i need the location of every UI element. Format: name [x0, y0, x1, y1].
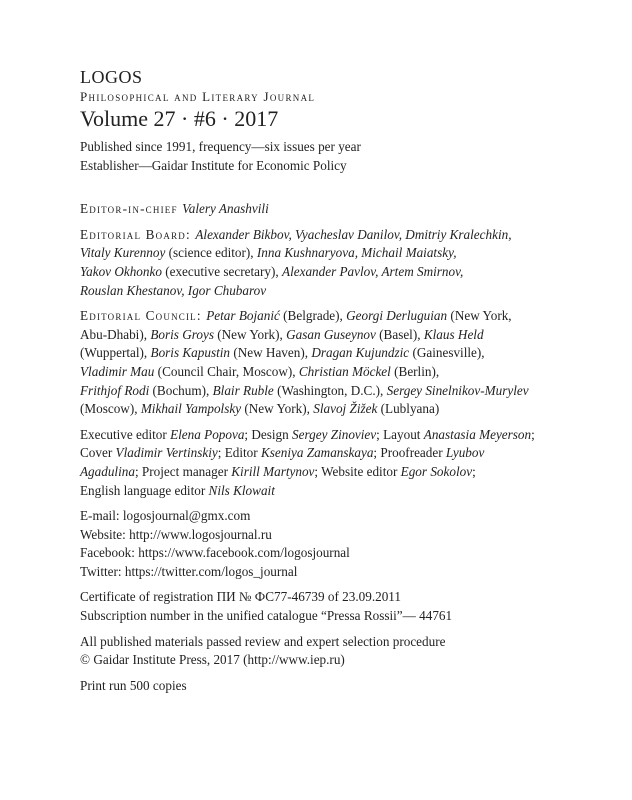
text-segment: ; [472, 463, 476, 479]
contacts [80, 507, 620, 581]
text-line [80, 226, 620, 245]
person-name: Slavoj Žižek [313, 401, 378, 417]
journal-imprint-page [80, 66, 620, 695]
text-segment: Cover [80, 445, 116, 461]
text-segment: (New York), [241, 401, 314, 417]
text-segment: Certificate of registration ПИ № ФС77-46739 of 23.09.2011 [80, 589, 402, 605]
text-line [80, 633, 620, 652]
person-name: Alexander Pavlov, Artem Smirnov, [282, 263, 464, 279]
volume-issue: Volume 27 · #6 · 2017 [80, 106, 279, 131]
text-segment: (New Haven), [230, 345, 312, 361]
person-name: Boris Kapustin [150, 345, 231, 361]
text-line [80, 307, 620, 326]
text-segment: (Washington, D.C.), [273, 382, 387, 398]
person-name: Valery Anashvili [182, 201, 269, 217]
person-name: Vladimir Mau [80, 363, 155, 379]
text-line [80, 400, 620, 419]
editor-in-chief [80, 200, 620, 219]
person-name: Egor Sokolov [400, 463, 473, 479]
text-segment: (Belgrade), [279, 308, 347, 324]
text-segment: English language editor [80, 482, 209, 498]
text-line [80, 482, 620, 501]
publication-info [80, 138, 620, 175]
registration [80, 588, 620, 625]
text-line [80, 677, 620, 696]
person-name: Elena Popova [170, 426, 245, 442]
journal-subtitle: Philosophical and Literary Journal [80, 89, 316, 104]
text-segment: (Moscow), [80, 401, 141, 417]
text-segment: (Berlin), [390, 363, 440, 379]
person-name: Gasan Guseynov [286, 326, 376, 342]
text-segment: (executive secretary), [161, 263, 283, 279]
text-segment: (Lublyana) [377, 401, 440, 417]
editorial-council [80, 307, 620, 419]
person-name: Anastasia Meyerson [423, 426, 532, 442]
text-segment: Twitter: https://twitter.com/logos_journal [80, 563, 298, 579]
person-name: Alexander Bikbov, Vyacheslav Danilov, Dmitriy Kralechkin, [195, 226, 512, 242]
person-name: Nils Klowait [208, 482, 275, 498]
text-segment: Establisher—Gaidar Institute for Economic Policy [80, 157, 347, 173]
journal-title: LOGOS [80, 67, 143, 87]
text-line [80, 200, 620, 219]
person-name: Dragan Kujundzic [311, 345, 410, 361]
person-name: Yakov Okhonko [80, 263, 162, 279]
text-segment: Facebook: https://www.facebook.com/logosjournal [80, 545, 350, 561]
text-line [80, 444, 620, 463]
text-segment: Subscription number in the unified catalogue “Pressa Rossii”— 44761 [80, 608, 453, 624]
text-segment: Published since 1991, frequency—six issues per year [80, 139, 361, 154]
person-name: Agadulina [80, 463, 135, 479]
section-label: Editorial Council: [80, 308, 207, 324]
text-segment: ; Proofreader [373, 445, 446, 461]
text-segment: (Council Chair, Moscow), [154, 363, 299, 379]
text-line [80, 563, 620, 582]
text-line [80, 244, 620, 263]
section-label: Editor-in-chief [80, 201, 183, 217]
section-label: Editorial Board: [80, 226, 196, 242]
text-line [80, 263, 620, 282]
text-line [80, 607, 620, 626]
copyright [80, 633, 620, 670]
person-name: Kirill Martynov [231, 463, 315, 479]
text-line [80, 363, 620, 382]
person-name: Georgi Derluguian [346, 308, 448, 324]
person-name: Vladimir Vertinskiy [115, 445, 218, 461]
person-name: Mikhail Yampolsky [140, 401, 242, 417]
person-name: Petar Bojanić [206, 308, 280, 324]
person-name: Sergey Sinelnikov-Murylev [386, 382, 529, 398]
person-name: Vitaly Kurennoy [80, 245, 166, 261]
person-name: Rouslan Khestanov, Igor Chubarov [80, 282, 267, 298]
text-line [80, 157, 620, 176]
person-name: Sergey Zinoviev [292, 426, 377, 442]
text-line [80, 651, 620, 670]
text-line [80, 326, 620, 345]
text-segment: (science editor), [165, 245, 257, 261]
person-name: Lyubov [445, 445, 485, 461]
text-segment: All published materials passed review and expert selection procedure [80, 633, 446, 649]
person-name: Kseniya Zamanskaya [260, 445, 374, 461]
staff [80, 426, 620, 500]
imprint-body [80, 138, 620, 695]
text-segment: © Gaidar Institute Press, 2017 (http://www.iep.ru) [80, 652, 345, 668]
text-segment: Executive editor [80, 426, 171, 442]
text-segment: (Basel), [375, 326, 424, 342]
text-line [80, 588, 620, 607]
text-segment: (Wuppertal), [80, 345, 151, 361]
text-line [80, 426, 620, 445]
text-segment: (New York), [213, 326, 287, 342]
print-run [80, 677, 620, 696]
text-segment: (Bochum), [149, 382, 213, 398]
text-line [80, 382, 620, 401]
person-name: Boris Groys [150, 326, 214, 342]
text-segment: ; Design [244, 426, 293, 442]
text-segment: Website: http://www.logosjournal.ru [80, 526, 272, 542]
person-name: Inna Kushnaryova, Michail Maiatsky, [256, 245, 457, 261]
text-segment: ; Website editor [314, 463, 401, 479]
person-name: Blair Ruble [212, 382, 274, 398]
text-segment: ; Project manager [134, 463, 232, 479]
text-segment: ; Editor [217, 445, 261, 461]
text-segment: (New York, [447, 308, 512, 324]
text-line [80, 463, 620, 482]
text-segment: (Gainesville), [409, 345, 485, 361]
editorial-board [80, 226, 620, 300]
text-segment: Print run 500 copies [80, 677, 187, 693]
person-name: Christian Möckel [298, 363, 391, 379]
text-line [80, 344, 620, 363]
text-line [80, 526, 620, 545]
text-segment: ; Layout [376, 426, 424, 442]
person-name: Frithjof Rodi [80, 382, 150, 398]
text-segment: Abu-Dhabi), [80, 326, 151, 342]
text-line [80, 282, 620, 301]
text-line [80, 138, 620, 157]
person-name: Klaus Held [423, 326, 484, 342]
text-line [80, 507, 620, 526]
text-segment: ; [531, 426, 535, 442]
text-line [80, 544, 620, 563]
text-segment: E-mail: logosjournal@gmx.com [80, 508, 251, 524]
